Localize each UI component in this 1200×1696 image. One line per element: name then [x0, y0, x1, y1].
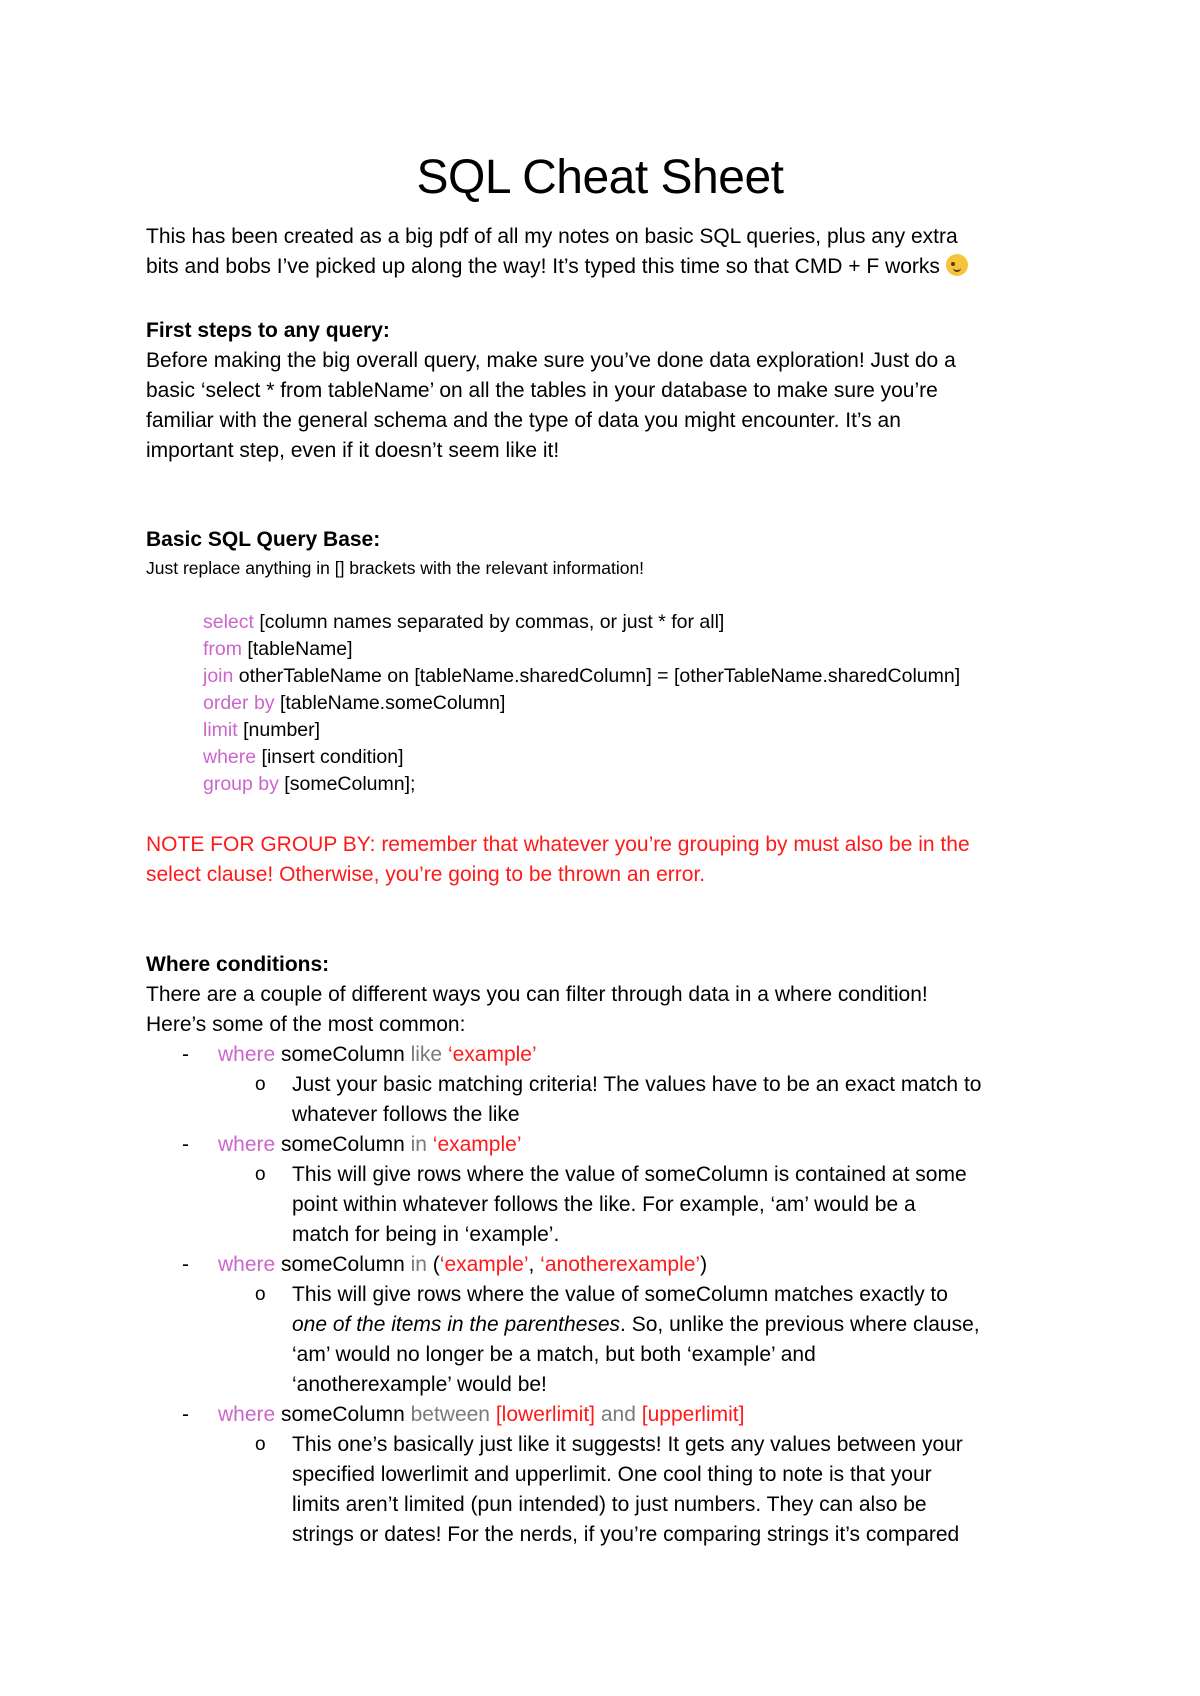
where-conditions-line: There are a couple of different ways you can filter through data in a where condition! [146, 983, 928, 1006]
list-item-description: ‘am’ would no longer be a match, but both ‘example’ and [292, 1343, 816, 1366]
sql-keyword: where [218, 1253, 276, 1276]
code-text: [tableName] [242, 638, 353, 660]
list-item-description: limits aren’t limited (pun intended) to just numbers. They can also be [292, 1493, 927, 1516]
code-text: [someColumn]; [278, 773, 416, 795]
list-item [218, 1400, 744, 1430]
list-bullet: o [255, 1284, 266, 1305]
code-line [203, 609, 724, 636]
list-dash: - [182, 1133, 189, 1156]
list-item-description: This will give rows where the value of someColumn matches exactly to [292, 1283, 948, 1306]
sql-keyword: select [203, 611, 254, 633]
sql-value: ‘example’ [439, 1253, 529, 1276]
first-steps-line: basic ‘select * from tableName’ on all the tables in your database to make sure you’re [146, 379, 938, 402]
list-dash: - [182, 1253, 189, 1276]
list-item-description: match for being in ‘example’. [292, 1223, 560, 1246]
code-text: [insert condition] [256, 746, 404, 768]
basic-query-subtitle: Just replace anything in [] brackets with the relevant information! [146, 558, 645, 578]
sql-operator: in [410, 1133, 427, 1156]
code-text: ) [700, 1253, 708, 1276]
code-line [203, 636, 353, 663]
intro-line-1: This has been created as a big pdf of all my notes on basic SQL queries, plus any extra [146, 225, 958, 248]
code-text: someColumn [275, 1133, 411, 1156]
sql-operator: and [600, 1403, 636, 1426]
list-bullet: o [255, 1074, 266, 1095]
code-text: ( [426, 1253, 440, 1276]
italic-emphasis: one of the items in the parentheses [292, 1313, 621, 1336]
sql-keyword: order by [203, 692, 275, 714]
list-bullet: o [255, 1164, 266, 1185]
list-item-description: point within whatever follows the like. For example, ‘am’ would be a [292, 1193, 916, 1216]
list-item-description: Just your basic matching criteria! The values have to be an exact match to [292, 1073, 982, 1096]
sql-keyword: group by [203, 773, 279, 795]
intro-line-2-text: bits and bobs I’ve picked up along the way! It’s typed this time so that CMD + F works [146, 255, 940, 278]
first-steps-line: familiar with the general schema and the type of data you might encounter. It’s an [146, 409, 901, 432]
list-item [218, 1130, 522, 1160]
basic-query-heading: Basic SQL Query Base: [146, 528, 381, 551]
sql-value: ‘example’ [442, 1043, 537, 1066]
sql-keyword: limit [203, 719, 238, 741]
code-line [203, 690, 505, 717]
sql-operator: in [410, 1253, 427, 1276]
sql-keyword: where [218, 1403, 276, 1426]
list-dash: - [182, 1403, 189, 1426]
sql-operator: like [410, 1043, 443, 1066]
code-text: [number] [237, 719, 321, 741]
list-bullet: o [255, 1434, 266, 1455]
first-steps-line: important step, even if it doesn’t seem like it! [146, 439, 560, 462]
first-steps-line: Before making the big overall query, make sure you’ve done data exploration! Just do a [146, 349, 956, 372]
sql-operator: between [410, 1403, 490, 1426]
where-conditions-line: Here’s some of the most common: [146, 1013, 466, 1036]
code-line [203, 744, 404, 771]
first-steps-heading: First steps to any query: [146, 319, 390, 342]
code-text: [tableName.someColumn] [274, 692, 506, 714]
list-dash: - [182, 1043, 189, 1066]
sql-keyword: join [203, 665, 234, 687]
code-line [203, 771, 415, 798]
sql-value: ‘example’ [426, 1133, 522, 1156]
code-text: someColumn [275, 1253, 411, 1276]
code-text: someColumn [275, 1403, 411, 1426]
winking-face-icon [946, 254, 968, 276]
list-item-description: ‘anotherexample’ would be! [292, 1373, 547, 1396]
list-item [218, 1250, 707, 1280]
code-line [203, 663, 960, 690]
where-conditions-heading: Where conditions: [146, 953, 330, 976]
code-text: , [528, 1253, 541, 1276]
list-item-description: whatever follows the like [292, 1103, 520, 1126]
code-line [203, 717, 320, 744]
sql-keyword: where [218, 1133, 276, 1156]
list-item-description: strings or dates! For the nerds, if you’re comparing strings it’s compared [292, 1523, 960, 1546]
list-item-description: specified lowerlimit and upperlimit. One cool thing to note is that your [292, 1463, 932, 1486]
sql-keyword: from [203, 638, 242, 660]
page-title: SQL Cheat Sheet [416, 151, 784, 204]
list-item-description: This will give rows where the value of someColumn is contained at some [292, 1163, 967, 1186]
intro-line-2 [146, 252, 968, 282]
sql-value: [lowerlimit] [495, 1403, 596, 1426]
group-by-note-line: NOTE FOR GROUP BY: remember that whatever you’re grouping by must also be in the [146, 833, 970, 856]
code-text: otherTableName on [tableName.sharedColumn] = [otherTableName.sharedColumn] [233, 665, 961, 687]
list-item [218, 1040, 537, 1070]
sql-value: ‘anotherexample’ [540, 1253, 701, 1276]
list-item-description: This one’s basically just like it suggests! It gets any values between your [292, 1433, 963, 1456]
description-text: . So, unlike the previous where clause, [620, 1313, 980, 1336]
sql-keyword: where [203, 746, 257, 768]
group-by-note-line: select clause! Otherwise, you’re going to be thrown an error. [146, 863, 706, 886]
code-text: someColumn [275, 1043, 411, 1066]
sql-keyword: where [218, 1043, 276, 1066]
sql-value: [upperlimit] [641, 1403, 745, 1426]
code-text: [column names separated by commas, or just * for all] [253, 611, 725, 633]
list-item-description [292, 1310, 980, 1340]
